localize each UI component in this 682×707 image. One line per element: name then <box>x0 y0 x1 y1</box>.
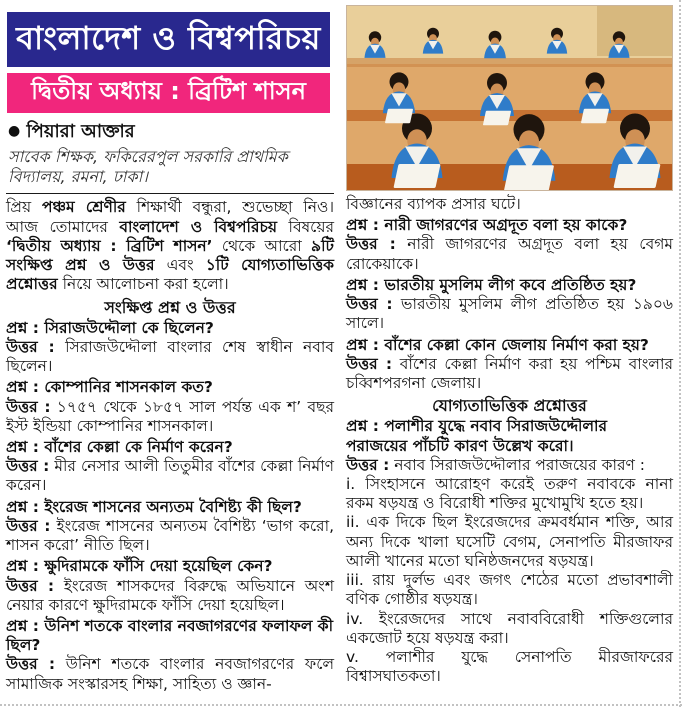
answer-text: উনিশ শতকে বাংলার নবজাগরণের ফলে সামাজিক সংস্কারসহ শিক্ষা, সাহিত্য ও জ্ঞান- <box>6 655 334 693</box>
answer-line <box>6 338 334 376</box>
answer-line <box>346 355 673 393</box>
question-line: প্রশ্ন : ভারতীয় মুসলিম লীগ কবে প্রতিষ্ঠিত হয়? <box>346 275 637 294</box>
answer-point: ii. এক দিকে ছিল ইংরেজদের ক্রমবর্ধমান শক্তি, আর অন্য দিকে খালা ঘসেটি বেগম, সেনাপতি মীরজাফর আলী খানের মতো ঘনিষ্ঠজনদের ষড়যন্ত্র। <box>346 513 673 570</box>
intro-bold-text: পঞ্চম শ্রেণীর <box>41 198 126 217</box>
author-divider <box>6 193 334 194</box>
answer-label: উত্তর : <box>6 516 51 535</box>
intro-text: শিক্ষার্থী বন্ধুরা, শুভেচ্ছা নিও। আজ তোমাদের <box>6 198 334 236</box>
right-edge-dotted-separator <box>679 0 681 707</box>
answer-line <box>6 517 334 555</box>
answer-line <box>346 295 673 333</box>
answer-text: ইংরেজ শাসনের অন্যতম বৈশিষ্ট্য ‘ভাগ করো, শাসন করো’ নীতি ছিল। <box>6 516 334 555</box>
answer-label: উত্তর : <box>6 655 56 674</box>
intro-bold-text: ৯টি সংক্ষিপ্ত প্রশ্ন ও উত্তর <box>6 236 334 275</box>
question-line: প্রশ্ন : বাঁশের কেল্লা কে নির্মাণ করেন? <box>6 438 233 457</box>
answer-point: v. পলাশীর যুদ্ধে সেনাপতি মীরজাফরের বিশ্বাসঘাতকতা। <box>346 648 673 686</box>
classroom-photo <box>346 5 673 191</box>
competency-question: প্রশ্ন : পলাশীর যুদ্ধে নবাব সিরাজউদ্দৌলার পরাজয়ের পাঁচটি কারণ উল্লেখ করো। <box>346 417 608 455</box>
answer-line <box>6 577 334 615</box>
answer-text: মীর নেসার আলী তিতুমীর বাঁশের কেল্লা নির্মাণ করেন। <box>6 457 335 495</box>
intro-text: বিষয়ের <box>277 217 334 236</box>
competency-points <box>346 475 673 686</box>
question-line: প্রশ্ন : সিরাজউদ্দৌলা কে ছিলেন? <box>6 318 214 337</box>
answer-label: উত্তর : <box>346 235 396 254</box>
answer-label: উত্তর : <box>346 354 393 373</box>
answer-text: ইংরেজ শাসকদের বিরুদ্ধে অভিযানে অংশ নেয়ার কারণে ক্ষুদিরামকে ফাঁসি দেয়া হয়েছিল। <box>6 576 335 614</box>
intro-text: নিয়ে আলোচনা করা হলো। <box>57 275 229 294</box>
answer-label: উত্তর : <box>346 455 390 474</box>
chapter-title-banner: দ্বিতীয় অধ্যায় : ব্রিটিশ শাসন <box>7 73 330 113</box>
question-line: প্রশ্ন : ইংরেজ শাসনের অন্যতম বৈশিষ্ট্য কী ছিল? <box>6 497 302 516</box>
answer-text: ১৭৫৭ থেকে ১৮৫৭ সাল পর্যন্ত এক শ’ বছর ইস্ট ইন্ডিয়া কোম্পানির শাসনকাল। <box>6 397 334 435</box>
answer-line <box>6 457 334 495</box>
author-block <box>6 121 334 187</box>
question-line: প্রশ্ন : ক্ষুদিরামকে ফাঁসি দেয়া হয়েছিল কেন? <box>6 557 273 576</box>
answer-text: নারী জাগরণের অগ্রদূত বলা হয় বেগম রোকেয়াকে। <box>346 235 673 273</box>
subject-title-banner: বাংলাদেশ ও বিশ্বপরিচয় <box>7 12 330 67</box>
author-name: পিয়ারা আক্তার <box>26 121 135 142</box>
answer-point: iii. রায় দুর্লভ এবং জগৎ শেঠের মতো প্রভাবশালী বণিক গোষ্ঠীর ষড়যন্ত্র। <box>346 571 673 609</box>
answer-label: উত্তর : <box>6 397 51 416</box>
question-line: প্রশ্ন : উনিশ শতকে বাংলার নবজাগরণের ফলাফল কী ছিল? <box>6 617 334 655</box>
section-heading-short-qa: সংক্ষিপ্ত প্রশ্ন ও উত্তর <box>104 297 236 317</box>
answer-label: উত্তর : <box>346 295 393 314</box>
intro-text: থেকে আরো <box>212 236 312 255</box>
answer-lead-text: নবাব সিরাজউদ্দৌলার পরাজয়ের কারণ : <box>394 455 646 474</box>
answer-line <box>6 398 334 436</box>
bottom-edge-dotted-separator <box>0 704 682 706</box>
answer-line <box>6 655 334 693</box>
qa-list-left <box>6 319 334 694</box>
question-line: প্রশ্ন : কোম্পানির শাসনকাল কত? <box>6 378 213 397</box>
section-heading-competency: যোগ্যতাভিত্তিক প্রশ্নোত্তর <box>432 396 587 416</box>
question-line: প্রশ্ন : নারী জাগরণের অগ্রদূত বলা হয় কাকে? <box>346 216 628 235</box>
intro-text: এবং <box>154 256 206 275</box>
answer-point: i. সিংহাসনে আরোহণ করেই তরুণ নবাবকে নানা রকম ষড়যন্ত্র ও বিরোধী শক্তির মুখোমুখি হতে হয়। <box>346 475 673 513</box>
right-column <box>346 0 673 686</box>
author-bio: সাবেক শিক্ষক, ফকিরেরপুল সরকারি প্রাথমিক বিদ্যালয়, রমনা, ঢাকা। <box>8 146 288 186</box>
competency-answer-lead <box>346 456 673 475</box>
intro-bold-text: ১টি যোগ্যতাভিত্তিক প্রশ্নোত্তর <box>6 256 334 294</box>
left-column <box>6 0 334 694</box>
answer-text: সিরাজউদ্দৌলা বাংলার শেষ স্বাধীন নবাব ছিলেন। <box>6 337 334 376</box>
intro-text: প্রিয় <box>6 198 42 217</box>
author-name-line <box>8 121 334 144</box>
classroom-photo-illustration <box>347 6 672 190</box>
answer-label: উত্তর : <box>6 457 50 476</box>
intro-bold-text: বাংলাদেশ ও বিশ্বপরিচয় <box>119 217 277 236</box>
continuation-line: বিজ্ঞানের ব্যাপক প্রসার ঘটে। <box>346 195 521 213</box>
intro-paragraph <box>6 198 334 294</box>
question-line: প্রশ্ন : বাঁশের কেল্লা কোন জেলায় নির্মাণ করা হয়? <box>346 335 649 354</box>
answer-text: বাঁশের কেল্লা নির্মাণ করা হয় পশ্চিম বাংলার চব্বিশপরগনা জেলায়। <box>346 354 673 392</box>
answer-point: iv. ইংরেজদের সাথে নবাববিরোধী শক্তিগুলোর একজোট হয়ে ষড়যন্ত্র করা। <box>346 609 673 647</box>
intro-bold-text: ‘দ্বিতীয় অধ্যায় : ব্রিটিশ শাসন’ <box>6 236 213 255</box>
bullet-icon: ● <box>8 123 21 139</box>
qa-list-right <box>346 216 673 393</box>
answer-line <box>346 235 673 273</box>
answer-text: ভারতীয় মুসলিম লীগ প্রতিষ্ঠিত হয় ১৯০৬ সালে। <box>346 295 674 333</box>
answer-label: উত্তর : <box>6 576 55 595</box>
answer-label: উত্তর : <box>6 337 55 356</box>
